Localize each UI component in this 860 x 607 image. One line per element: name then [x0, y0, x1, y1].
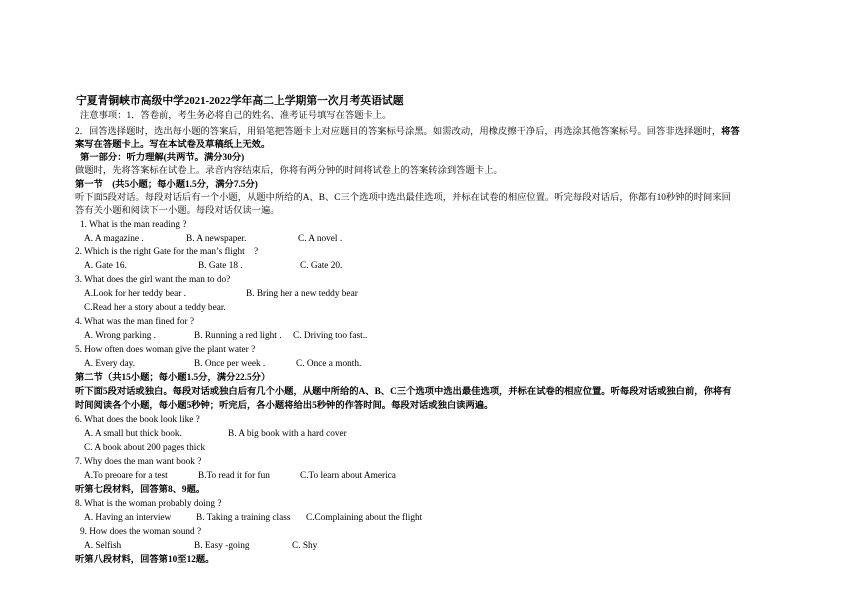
part1-heading: 第一部分：听力理解(共两节。满分30分) [80, 153, 245, 163]
q4-option-c: C. Driving too fast.. [293, 331, 368, 341]
question-7: 7. Why does the man want book ? [75, 457, 202, 467]
q4-option-b: B. Running a red light . [194, 331, 282, 341]
section1-instruction-cont: 答有关小题和阅读下一小题。每段对话仅读一遍。 [75, 206, 280, 216]
q8-option-b: B. Taking a training class [196, 513, 291, 523]
q2-option-a: A. Gate 16. [84, 261, 127, 271]
q3-option-c: C.Read her a story about a teddy bear. [84, 303, 226, 313]
exam-title: 宁夏青铜峡市高级中学2021-2022学年高二上学期第一次月考英语试题 [76, 95, 404, 107]
q5-option-c: C. Once a month. [296, 359, 362, 369]
q6-option-c: C. A book about 200 pages thick [84, 443, 206, 453]
question-4: 4. What was the man fined for ? [75, 317, 195, 327]
notes-heading: 注意事项：1．答卷前，考生务必将自己的姓名、准考证号填写在答题卡上。 [80, 111, 392, 121]
q9-option-b: B. Easy -going [194, 541, 250, 551]
section1-instruction: 听下面5段对话。每段对话后有一个小题，从题中所给的A、B、C三个选项中选出最佳选项，并标在试卷的相应位置。听完每段对话后，你都有10秒钟的时间来回 [75, 193, 731, 203]
q6-option-a: A. A small but thick book. [84, 429, 182, 439]
q3-option-b: B. Bring her a new teddy bear [246, 289, 358, 299]
section1-heading: 第一节 (共5小题；每小题1.5分，满分7.5分) [75, 180, 258, 190]
q1-option-c: C. A novel . [298, 234, 343, 244]
note-2-bold: 将答 [721, 127, 740, 137]
section2-heading: 第二节（共15小题；每小题1.5分，满分22.5分） [75, 373, 271, 383]
q5-option-a: A. Every day. [84, 359, 136, 369]
part1-instruction: 做题时，先将答案标在试卷上。录音内容结束后，你将有两分钟的时间将试卷上的答案转涂到答题卡上。 [75, 166, 503, 176]
question-9: 9. How does the woman sound ? [80, 527, 202, 537]
q3-option-a: A.Look for her teddy bear . [84, 289, 186, 299]
question-8: 8. What is the woman probably doing ? [75, 499, 222, 509]
question-3: 3. What does the girl want the man to do? [75, 275, 231, 285]
q7-option-c: C.To learn about America [300, 471, 396, 481]
section2-instruction-cont: 时间阅读各个小题，每小题5秒钟；听完后，各小题将给出5秒钟的作答时间。每段对话或独白读两遍。 [75, 401, 494, 411]
q1-option-b: B. A newspaper. [186, 234, 247, 244]
note-2-text: 2．回答选择题时，选出每小题的答案后，用铅笔把答题卡上对应题目的答案标号涂黑。如需改动，用橡皮擦干净后，再选涂其他答案标号。回答非选择题时， [75, 127, 722, 137]
q8-option-c: C.Complaining about the flight [306, 513, 423, 523]
question-6: 6. What does the book look like ? [75, 415, 200, 425]
q7-option-a: A.To preoare for a test [84, 471, 168, 481]
question-1: 1. What is the man reading ? [80, 220, 187, 230]
section2-instruction: 听下面5段对话或独白。每段对话或独白后有几个小题，从题中所给的A、B、C三个选项中选出最佳选项，并标在试卷的相应位置。听每段对话或独白前，你将有 [75, 387, 732, 397]
q6-option-b: B. A big book with a hard cover [228, 429, 347, 439]
q9-option-a: A. Selfish [84, 541, 122, 551]
q2-option-b: B. Gate 18 . [198, 261, 243, 271]
q5-option-b: B. Once per week . [194, 359, 266, 369]
q1-option-a: A. A magazine . [84, 234, 144, 244]
material-8-heading: 听第八段材料，回答第10至12题。 [75, 555, 215, 565]
note-2-continued: 案写在答题卡上。写在本试卷及草稿纸上无效。 [75, 140, 271, 150]
q2-option-c: C. Gate 20. [300, 261, 343, 271]
q4-option-a: A. Wrong parking . [84, 331, 157, 341]
q8-option-a: A. Having an interview [84, 513, 172, 523]
material-7-heading: 听第七段材料，回答第8、9题。 [75, 485, 206, 495]
q7-option-b: B.To read it for fun [198, 471, 270, 481]
question-2: 2. Which is the right Gate for the man’s flight ? [75, 247, 259, 257]
q9-option-c: C. Shy [292, 541, 318, 551]
question-5: 5. How often does woman give the plant water ? [75, 345, 256, 355]
note-2 [75, 126, 740, 138]
